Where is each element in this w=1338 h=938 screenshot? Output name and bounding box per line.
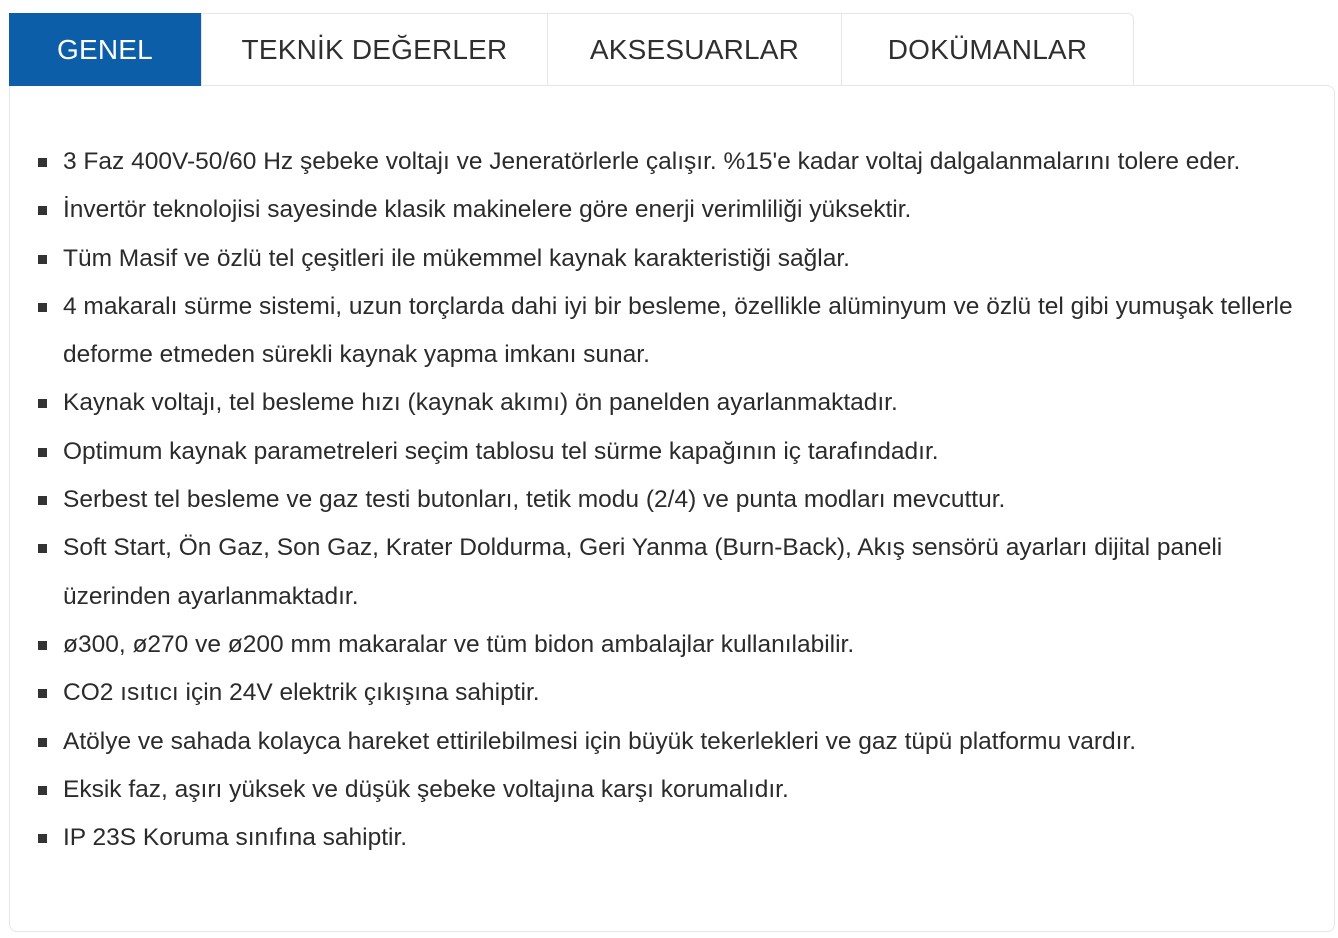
tab-dokumanlar[interactable]: DOKÜMANLAR <box>887 34 1088 65</box>
feature-item <box>38 379 1308 427</box>
feature-item <box>38 428 1308 476</box>
feature-item <box>38 669 1308 717</box>
feature-text: Atölye ve sahada kolayca hareket ettirilebilmesi için büyük tekerlekleri ve gaz tüpü platformu vardır. <box>63 727 1137 755</box>
feature-list <box>38 138 1308 862</box>
bullet-square-icon <box>38 689 47 698</box>
feature-item <box>38 814 1308 862</box>
feature-text: Eksik faz, aşırı yüksek ve düşük şebeke voltajına karşı korumalıdır. <box>63 775 789 803</box>
feature-item <box>38 766 1308 814</box>
feature-item <box>38 283 1308 380</box>
bullet-square-icon <box>38 641 47 650</box>
feature-text: Soft Start, Ön Gaz, Son Gaz, Krater Doldurma, Geri Yanma (Burn-Back), Akış sensörü ayarları dijital paneli üzerinden ayarlanmaktadır. <box>63 534 1223 610</box>
feature-text: IP 23S Koruma sınıfına sahiptir. <box>63 824 408 852</box>
feature-item <box>38 235 1308 283</box>
feature-text: Serbest tel besleme ve gaz testi butonları, tetik modu (2/4) ve punta modları mevcuttur. <box>63 486 1006 514</box>
bullet-square-icon <box>38 448 47 457</box>
feature-text: CO2 ısıtıcı için 24V elektrik çıkışına sahiptir. <box>63 679 540 707</box>
bullet-square-icon <box>38 158 47 167</box>
tab-genel[interactable]: GENEL <box>9 13 202 86</box>
bullet-square-icon <box>38 738 47 747</box>
bullet-square-icon <box>38 206 47 215</box>
tab-content-panel <box>9 85 1335 932</box>
bullet-square-icon <box>38 786 47 795</box>
bullet-square-icon <box>38 834 47 843</box>
feature-text: Kaynak voltajı, tel besleme hızı (kaynak akımı) ön panelden ayarlanmaktadır. <box>63 389 898 417</box>
feature-text: İnvertör teknolojisi sayesinde klasik makinelere göre enerji verimliliği yüksektir. <box>63 196 912 224</box>
feature-item <box>38 138 1308 186</box>
bullet-square-icon <box>38 399 47 408</box>
bullet-square-icon <box>38 496 47 505</box>
feature-text: Tüm Masif ve özlü tel çeşitleri ile mükemmel kaynak karakteristiği sağlar. <box>63 244 850 272</box>
feature-item <box>38 186 1308 234</box>
feature-item <box>38 524 1308 621</box>
feature-text: 4 makaralı sürme sistemi, uzun torçlarda dahi iyi bir besleme, özellikle alüminyum ve özlü tel gibi yumuşak tellerle deforme etmeden sürekli kaynak yapma imkanı sunar. <box>63 292 1293 369</box>
tab-teknik-degerler[interactable]: TEKNİK DEĞERLER <box>202 14 548 86</box>
bullet-square-icon <box>38 255 47 264</box>
feature-item <box>38 718 1308 766</box>
bullet-square-icon <box>38 544 47 553</box>
tab-aksesuarlar[interactable]: AKSESUARLAR <box>548 14 842 86</box>
feature-text: 3 Faz 400V-50/60 Hz şebeke voltajı ve Jeneratörlerle çalışır. %15'e kadar voltaj dalgalanmalarını tolere eder. <box>63 148 1241 175</box>
feature-text: Optimum kaynak parametreleri seçim tablosu tel sürme kapağının iç tarafındadır. <box>63 437 939 465</box>
feature-text: ø300, ø270 ve ø200 mm makaralar ve tüm bidon ambalajlar kullanılabilir. <box>63 630 855 658</box>
feature-item <box>38 621 1308 669</box>
bullet-square-icon <box>38 303 47 312</box>
feature-item <box>38 476 1308 524</box>
tab-bar <box>9 13 1134 85</box>
